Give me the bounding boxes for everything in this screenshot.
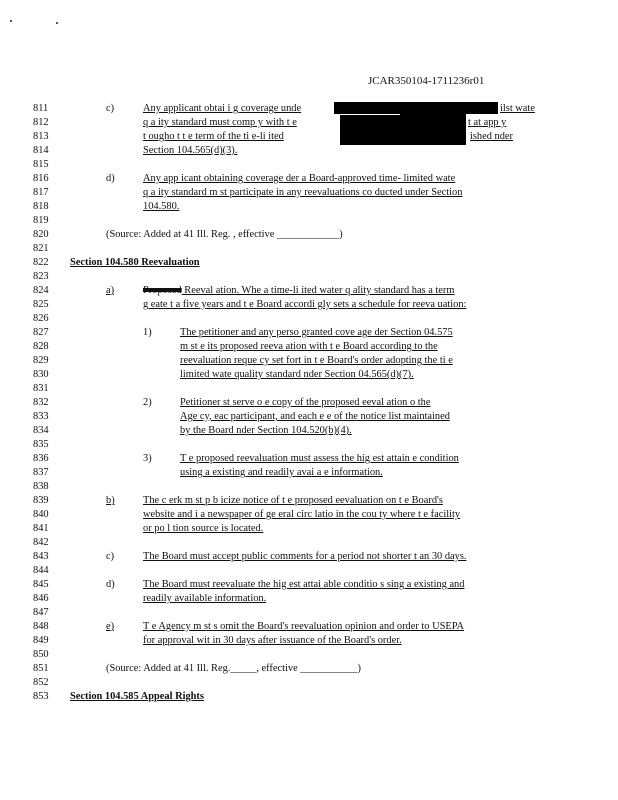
line-number: 843 [33,551,49,562]
line-number: 811 [33,103,49,114]
line-number: 816 [33,173,49,184]
text-line: T e proposed reevaluation must assess the hig est attain e condition [180,453,459,464]
text-line: ilst wate [500,103,535,114]
text-line: using a existing and readily avai a e information. [180,467,383,478]
line-number: 830 [33,369,49,380]
line-number: 845 [33,579,49,590]
item-marker: c) [106,103,115,114]
item-marker: 1) [143,327,152,338]
line-number: 827 [33,327,49,338]
line-number: 853 [33,691,49,702]
line-number: 817 [33,187,49,198]
item-marker: b) [106,495,115,506]
scan-speck [10,20,12,22]
line-number: 838 [33,481,49,492]
section-heading: Section 104.580 Reevaluation [70,257,200,268]
text-line: The Board must accept public comments for a period not shorter t an 30 days. [143,551,467,562]
line-number: 820 [33,229,49,240]
text-line: T e Agency m st s omit the Board's reevaluation opinion and order to USEPA [143,621,465,632]
line-number: 849 [33,635,49,646]
text-line: limited wate quality standard nder Section 04.565(d)(7). [180,369,414,380]
line-number: 813 [33,131,49,142]
line-number: 851 [33,663,49,674]
item-marker: d) [106,579,115,590]
line-number: 837 [33,467,49,478]
text-line: website and i a newspaper of ge eral circ latio in the cou ty where t e facility [143,509,461,520]
text-line: t at app y [468,117,507,128]
section-heading: Section 104.585 Appeal Rights [70,691,204,702]
line-number: 835 [33,439,49,450]
line-number: 839 [33,495,49,506]
text-line: Any applicant obtai i g coverage unde [143,103,302,114]
text-line: by the Board nder Section 104.520(b)(4). [180,425,352,436]
source-note: (Source: Added at 41 Ill. Reg._____, effective ___________) [106,663,361,674]
line-number: 829 [33,355,49,366]
line-number: 833 [33,411,49,422]
line-number: 831 [33,383,49,394]
line-number: 815 [33,159,49,170]
text-line: Petitioner st serve o e copy of the proposed eeval ation o the [180,397,431,408]
scan-speck [56,22,58,24]
line-number: 812 [33,117,49,128]
line-number: 821 [33,243,49,254]
text-line: The petitioner and any perso granted cove age der Section 04.575 [180,327,453,338]
line-number: 824 [33,285,49,296]
line-number: 852 [33,677,49,688]
line-number: 842 [33,537,49,548]
source-note: (Source: Added at 41 Ill. Reg. , effective ____________) [106,229,343,240]
line-number: 840 [33,509,49,520]
text-line: Section 104.565(d)(3). [143,145,238,156]
text-line: for approval wit in 30 days after issuance of the Board's order. [143,635,402,646]
text-line: q a ity standard must comp y with t e [143,117,297,128]
item-marker: 2) [143,397,152,408]
line-number: 823 [33,271,49,282]
line-number: 841 [33,523,49,534]
text-line: q a ity standard m st participate in any reevaluations co ducted under Section [143,187,463,198]
document-id: JCAR350104-1711236r01 [368,75,485,87]
line-number: 848 [33,621,49,632]
item-marker: e) [106,621,115,632]
text-line: m st e its proposed reeva ation with t e Board according to the [180,341,438,352]
text-line: g eate t a five years and t e Board accordi gly sets a schedule for reeva uation: [143,299,467,310]
text-segment: Reeval ation. Whe a time-li ited water q ality standard has a term [181,285,455,296]
line-number: 826 [33,313,49,324]
line-number: 818 [33,201,49,212]
item-marker: 3) [143,453,152,464]
item-marker: c) [106,551,115,562]
text-line: 104.580. [143,201,180,212]
line-number: 847 [33,607,49,618]
text-line: or po l tion source is located. [143,523,264,534]
text-line: Age cy, eac participant, and each e e of the notice list maintained [180,411,450,422]
line-number: 834 [33,425,49,436]
struck-word: Proposed [143,285,182,296]
line-number: 850 [33,649,49,660]
redaction-block [400,102,466,116]
text-line [143,285,454,297]
line-number: 822 [33,257,49,268]
line-number: 828 [33,341,49,352]
line-number: 825 [33,299,49,310]
text-line: reevaluation reque cy set fort in t e Board's order adopting the ti e [180,355,453,366]
line-number: 836 [33,453,49,464]
text-line: The c erk m st p b icize notice of t e proposed eevaluation on t e Board's [143,495,443,506]
line-number: 846 [33,593,49,604]
text-line: ished nder [470,131,513,142]
item-marker: d) [106,173,115,184]
text-line: t ougho t t e term of the ti e-li ited [143,131,284,142]
item-marker: a) [106,285,115,296]
line-number: 819 [33,215,49,226]
line-number: 832 [33,397,49,408]
line-number: 814 [33,145,49,156]
text-line: readily available information. [143,593,267,604]
text-line: Any app icant obtaining coverage der a Board-approved time- limited wate [143,173,456,184]
line-number: 844 [33,565,49,576]
text-line: The Board must reevaluate the hig est attai able conditio s sing a existing and [143,579,465,590]
redaction-block [340,115,466,145]
